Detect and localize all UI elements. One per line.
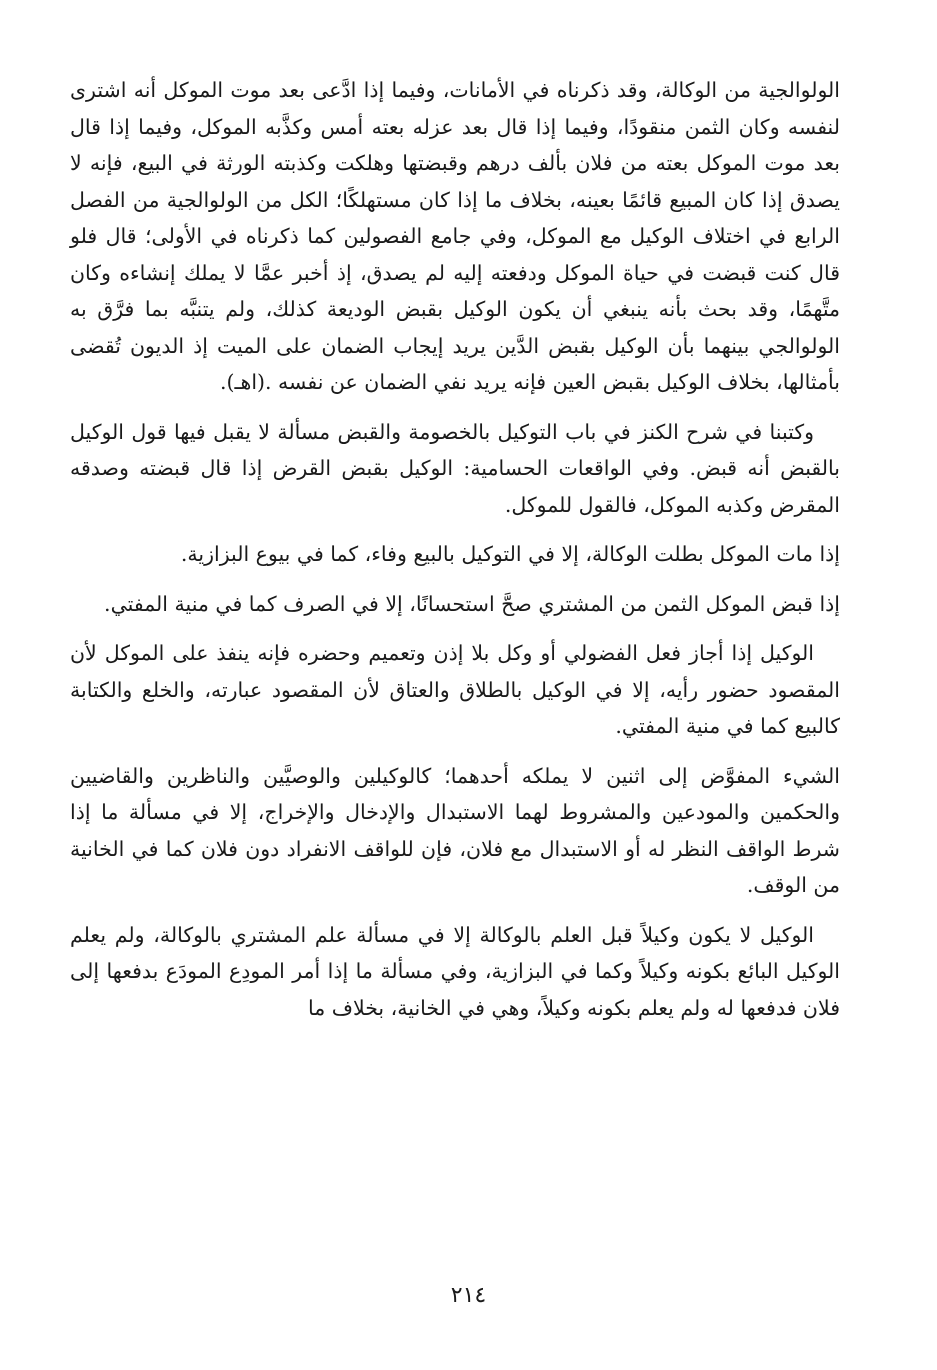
page-number: ٢١٤: [450, 1283, 487, 1308]
paragraph-3: إذا مات الموكل بطلت الوكالة، إلا في التوكيل بالبيع وفاء، كما في بيوع البزازية.: [180, 542, 840, 566]
paragraph-6: الشيء المفوَّض إلى اثنين لا يملكه أحدهما؛ كالوكيلين والوصيَّين والناظرين والقاضيين والحكمين والمودعين والمشروط لهما الاستبدال والإدخال والإخراج، إلا في مسألة ما إذا شرط الواقف النظر له أو الاستبدال مع فلان، فإن للواقف الانفراد دون فلان كما في الخانية من الوقف.: [70, 763, 840, 897]
paragraph-1: الولوالجية من الوكالة، وقد ذكرناه في الأمانات، وفيما إذا ادَّعى بعد موت الموكل أنه اشترى لنفسه وكان الثمن منقودًا، وفيما إذا قال بعد عزله بعته أمس وكذَّبه الموكل، وفيما إذا قال بعد موت الموكل بعته من فلان بألف درهم وقبضتها وهلكت وكذبته الورثة في البيع، فإنه لا يصدق إذا كان المبيع قائمًا بعينه، بخلاف ما إذا كان مستهلكًا؛ الكل من الولوالجية من الفصل الرابع في اختلاف الوكيل مع الموكل، وفي جامع الفصولين كما ذكرناه في الأولى؛ قال فلو قال كنت قبضت في حياة الموكل ودفعته إليه لم يصدق، إذ أخبر عمَّا لا يملك إنشاءه وكان متَّهمًا، وقد بحث بأنه ينبغي أن يكون الوكيل بقبض الوديعة كذلك، ولم يتنبَّه بما فرَّق به الولوالجي بينهما بأن الوكيل بقبض الدَّين يريد إيجاب الضمان على الميت إذ الديون تُقضى بأمثالها، بخلاف الوكيل بقبض العين فإنه يريد نفي الضمان عن نفسه .(اهـ).: [70, 78, 840, 394]
paragraph-7: الوكيل لا يكون وكيلاً قبل العلم بالوكالة إلا في مسألة علم المشتري بالوكالة، ولم يعلم الوكيل البائع بكونه وكيلاً وكما في البزازية، وفي مسألة ما إذا أمر المودِع المودَع بدفعها إلى فلان فدفعها له ولم يعلم بكونه وكيلاً، وهي في الخانية، بخلاف ما: [70, 922, 840, 1020]
paragraph-5: الوكيل إذا أجاز فعل الفضولي أو وكل بلا إذن وتعميم وحضره فإنه ينفذ على الموكل لأن المقصود حضور رأيه، إلا في الوكيل بالطلاق والعتاق لأن المقصود عبارته، والخلع والكتابة كالبيع كما في منية المفتي.: [70, 641, 840, 738]
document-body: [70, 72, 840, 1039]
paragraph-4: إذا قبض الموكل الثمن من المشتري صحَّ استحسانًا، إلا في الصرف كما في منية المفتي.: [104, 591, 840, 616]
paragraph-2: وكتبنا في شرح الكنز في باب التوكيل بالخصومة والقبض مسألة لا يقبل فيها قول الوكيل بالقبض أنه قبض. وفي الواقعات الحسامية: الوكيل بقبض القرض إذا قال قبضته وصدقه المقرض وكذبه الموكل، فالقول للموكل.: [70, 419, 840, 517]
